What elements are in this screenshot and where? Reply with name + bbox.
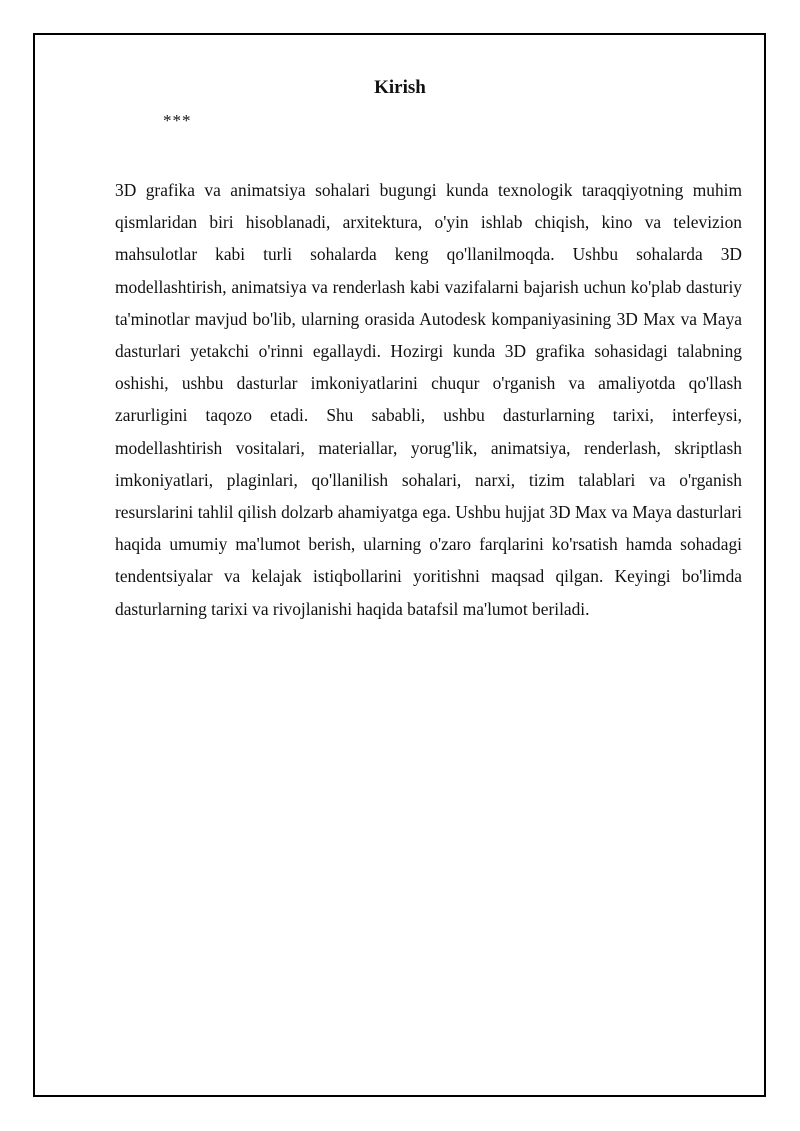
- intro-paragraph: 3D grafika va animatsiya sohalari bugungi kunda texnologik taraqqiyotning muhim qismlaridan biri hisoblanadi, arxitektura, o'yin ishlab chiqish, kino va televizion mahsulotlar kabi turli sohalarda keng qo'llanilmoqda. Ushbu sohalarda 3D modellashtirish, animatsiya va renderlash kabi vazifalarni bajarish uchun ko'plab dasturiy ta'minotlar mavjud bo'lib, ularning orasida Autodesk kompaniyasining 3D Max va Maya dasturlari yetakchi o'rinni egallaydi. Hozirgi kunda 3D grafika sohasidagi talabning oshishi, ushbu dasturlar imkoniyatlarini chuqur o'rganish va amaliyotda qo'llash zarurligini taqozo etadi. Shu sababli, ushbu dasturlarning tarixi, interfeysi, modellashtirish vositalari, materiallar, yorug'lik, animatsiya, renderlash, skriptlash imkoniyatlari, plaginlari, qo'llanilish sohalari, narxi, tizim talablari va o'rganish resurslarini tahlil qilish dolzarb ahamiyatga ega. Ushbu hujjat 3D Max va Maya dasturlari haqida umumiy ma'lumot berish, ularning o'zaro farqlarini ko'rsatish hamda sohadagi tendentsiyalar va kelajak istiqbollarini yoritishni maqsad qilgan. Keyingi bo'limda dasturlarning tarixi va rivojlanishi haqida batafsil ma'lumot beriladi.: [115, 180, 742, 619]
- section-ornament: ***: [163, 111, 192, 130]
- page-title: Kirish: [374, 77, 426, 98]
